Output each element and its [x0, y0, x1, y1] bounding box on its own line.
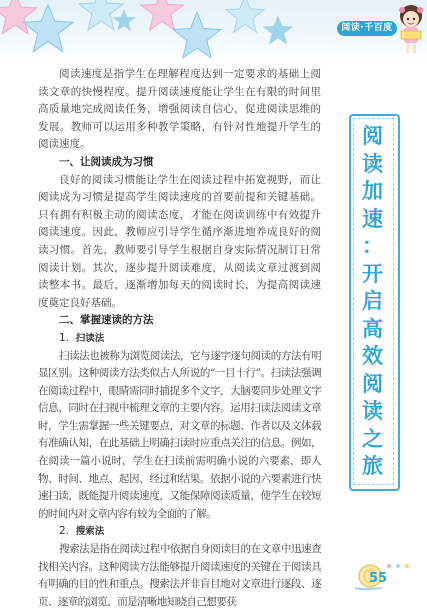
title-char: 阅 — [362, 371, 383, 396]
star-icon — [22, 2, 74, 54]
title-char: 开 — [362, 261, 383, 286]
section-heading: 一、让阅读成为习惯 — [59, 155, 154, 168]
subsection-number: 1. — [59, 331, 70, 344]
title-char: 旅 — [362, 454, 383, 478]
girl-mascot-icon — [396, 2, 426, 58]
title-char: ： — [362, 234, 383, 258]
vertical-title — [355, 123, 390, 481]
article-body — [38, 66, 321, 611]
subsection-title: 扫读法 — [75, 332, 105, 344]
subsection-heading — [38, 523, 321, 541]
title-char: 之 — [362, 426, 383, 451]
subsection-paragraph: 搜索法是指在阅读过程中依据自身阅读目的在文章中迅速查找相关内容。这种阅读方法能够提升阅读速度的关键在于阅读具有明确的目的性和重点。搜索法并非盲目地对文章进行逐段、逐页、逐章的浏览，而是清晰地知晓自己想要获 — [38, 543, 321, 608]
section-paragraph: 良好的阅读习惯能让学生在阅读过程中拓宽视野，而让阅读成为习惯是提高学生阅读速度的首要前提和关键基础。只有拥有积极主动的阅读态度，才能在阅读训练中有效提升阅读速度。因此，教师应引导学生循序渐进地养成良好的阅读习惯。首先，教师要引导学生根据自身实际情况制订日常阅读计划。其次，逐步提升阅读难度，从阅读文章过渡到阅读整本书。最后，逐渐增加每天的阅读时长，为提高阅读速度奠定良好基础。 — [38, 173, 321, 309]
title-char: 加 — [362, 179, 383, 203]
star-icon — [225, 0, 265, 34]
subsection-heading — [38, 330, 321, 348]
star-icon — [112, 8, 136, 32]
dots-decoration-icon — [384, 560, 414, 572]
subsection-paragraph: 扫读法也被称为浏览阅读法，它与逐字逐句阅读的方法有明显区别。这种阅读方法类似古人所说的“一目十行”。扫读法强调在阅读过程中，眼睛需同时捕捉多个文字，大脑要同步处理文字信息，同时在扫视中梳理文章的主要内容。运用扫读法阅读文章时，学生需掌握一些关键要点，对文章的标题、作者以及文体载有准确认知，在此基础上明确扫读时应重点关注的信息。例如，在阅读一篇小说时，学生在扫读前需明确小说的六要素，即人物、时间、地点、起因、经过和结果。依据小说的六要素进行快速扫读，既能提升阅读速度，又能保障阅读质量，使学生在较短的时间内对文章内容有较为全面的了解。 — [38, 349, 321, 520]
title-char: 高 — [362, 316, 383, 341]
star-icon — [172, 10, 222, 60]
subsection-number: 2. — [59, 525, 70, 538]
section-heading: 二、掌握速读的方法 — [59, 314, 154, 327]
star-icon — [262, 14, 294, 46]
intro-paragraph: 阅读速度是指学生在理解程度达到一定要求的基础上阅读文章的快慢程度。提升阅读速度能让学生在有限的时间里高质量地完成阅读任务，增强阅读自信心，促进阅读思维的发展。教师可以运用多种教学策略，有针对性地提升学生的阅读速度。 — [38, 68, 321, 151]
section-badge: 阅读·千百度 — [337, 21, 397, 36]
title-char: 阅 — [362, 124, 383, 148]
title-char: 启 — [362, 289, 383, 313]
subsection-title: 搜索法 — [75, 526, 105, 538]
title-char: 读 — [362, 399, 383, 423]
title-char: 读 — [362, 151, 383, 176]
title-char: 速 — [362, 206, 383, 231]
page-number: 55 — [368, 571, 388, 586]
title-char: 效 — [362, 344, 383, 368]
